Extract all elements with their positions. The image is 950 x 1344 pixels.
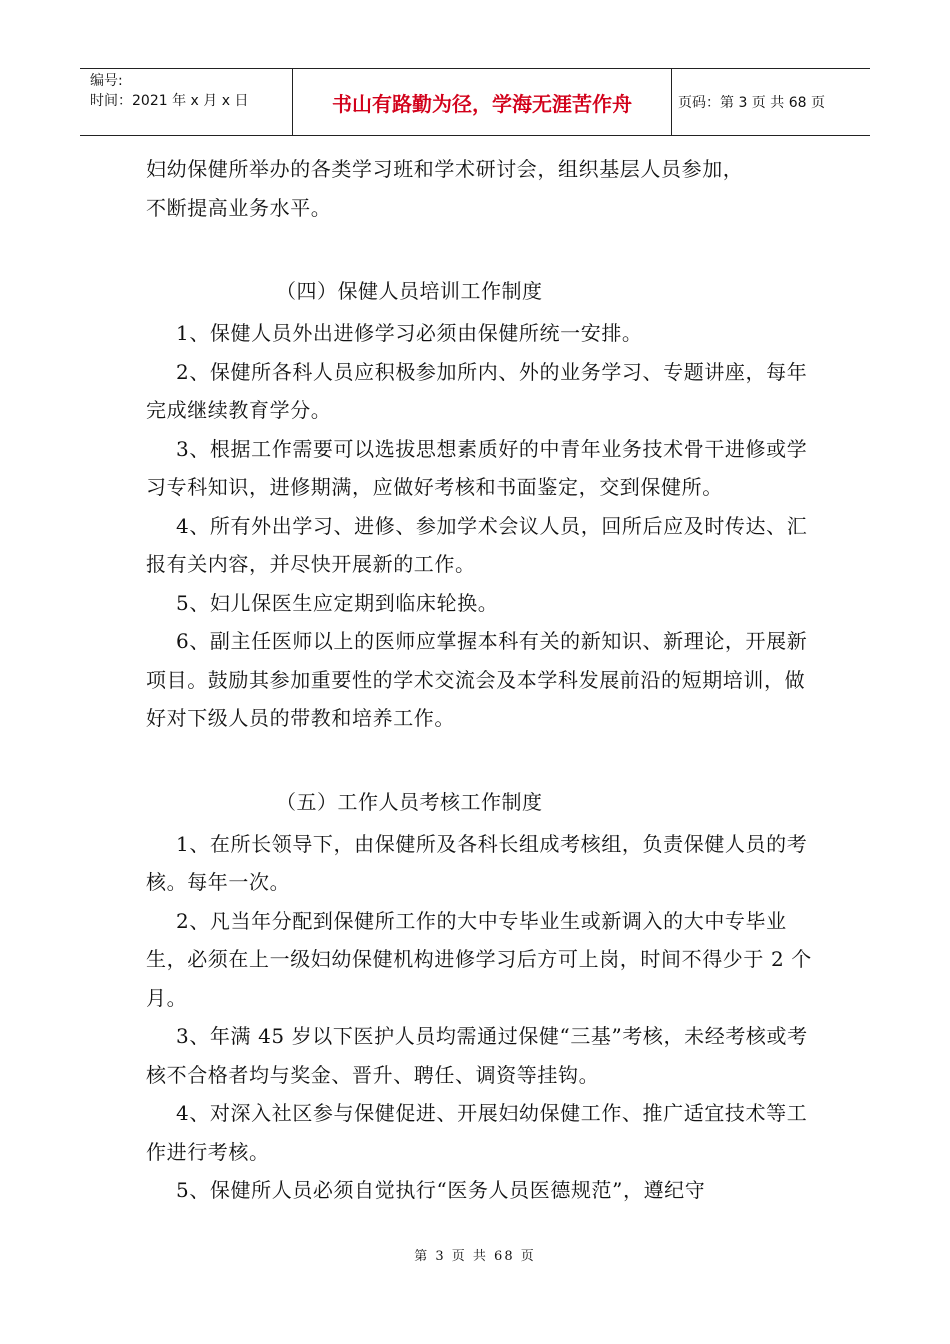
section5-item-3: 3、年满 45 岁以下医护人员均需通过保健“三基”考核，未经考核或考核不合格者均与奖金、晋升、聘任、调资等挂钩。 [146, 1024, 808, 1087]
intro-line-2: 不断提高业务水平。 [146, 195, 332, 220]
section5-title: （五）工作人员考核工作制度 [276, 789, 543, 814]
intro-line-1: 妇幼保健所举办的各类学习班和学术研讨会，组织基层人员参加， [146, 157, 744, 181]
section4-item-6: 6、副主任医师以上的医师应掌握本科有关的新知识、新理论，开展新项目。鼓励其参加重要性的学术交流会及本学科发展前沿的短期培训，做好对下级人员的带教和培养工作。 [146, 629, 808, 730]
section5-item-1: 1、在所长领导下，由保健所及各科长组成考核组，负责保健人员的考核。每年一次。 [146, 831, 808, 894]
section5-item-4: 4、对深入社区参与保健促进、开展妇幼保健工作、推广适宜技术等工作进行考核。 [146, 1101, 808, 1164]
header-motto: 书山有路勤为径，学海无涯苦作舟 [293, 69, 672, 135]
section5-item-5: 5、保健所人员必须自觉执行“医务人员医德规范”，遵纪守 [176, 1178, 706, 1202]
section4-item-3: 3、根据工作需要可以选拔思想素质好的中青年业务技术骨干进修或学习专科知识，进修期满，应做好考核和书面鉴定，交到保健所。 [146, 436, 808, 499]
section4-item-4: 4、所有外出学习、进修、参加学术会议人员，回所后应及时传达、汇报有关内容，并尽快开展新的工作。 [146, 513, 808, 576]
section5-item-2: 2、凡当年分配到保健所工作的大中专毕业生或新调入的大中专毕业生，必须在上一级妇幼保健机构进修学习后方可上岗，时间不得少于 2 个月。 [146, 908, 812, 1010]
header-meta [80, 69, 293, 135]
header-page-info: 页码：第 3 页 共 68 页 [678, 95, 825, 111]
page-footer: 第 3 页 共 68 页 [414, 1249, 536, 1264]
section4-title: （四）保健人员培训工作制度 [276, 279, 543, 303]
document-body [146, 150, 816, 1210]
section4-item-2: 2、保健所各科人员应积极参加所内、外的业务学习、专题讲座，每年完成继续教育学分。 [146, 359, 808, 422]
page-header [80, 68, 870, 136]
section4-item-5: 5、妇儿保医生应定期到临床轮换。 [176, 590, 499, 615]
doc-number-label: 编号: [90, 73, 123, 89]
doc-time-label: 时间：2021 年 x 月 x 日 [90, 93, 249, 109]
section4-item-1: 1、保健人员外出进修学习必须由保健所统一安排。 [176, 321, 643, 345]
